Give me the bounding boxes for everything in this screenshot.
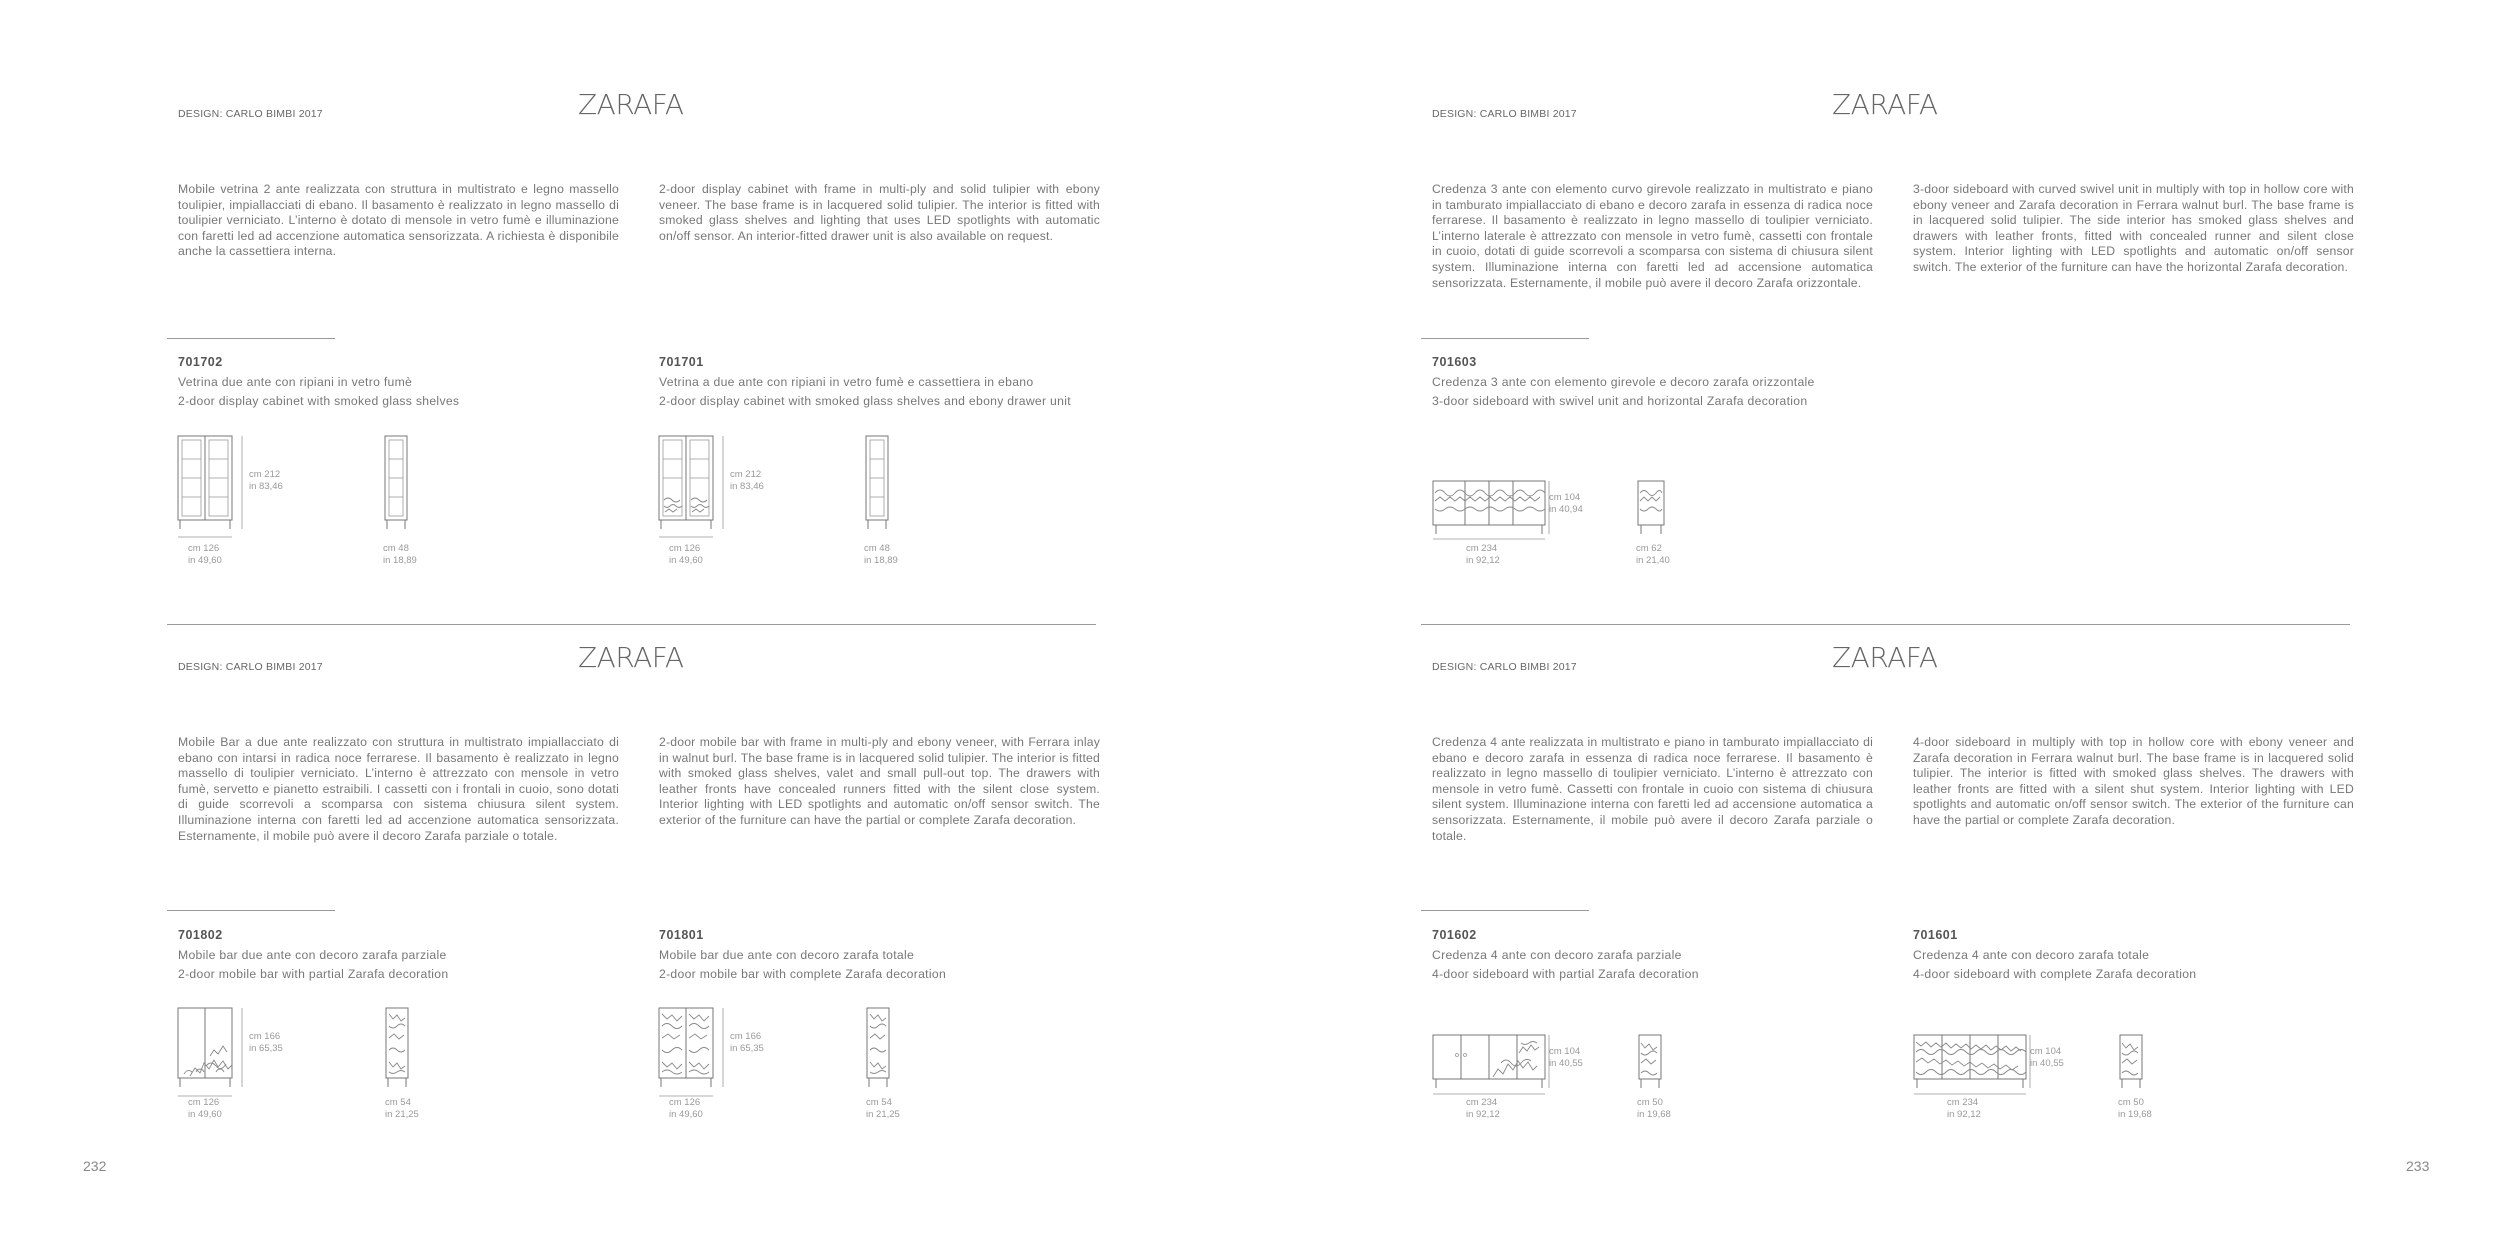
collection-title: ZARAFA: [578, 641, 684, 674]
width-in: in 49,60: [669, 1109, 703, 1120]
depth-cm: cm 50: [1637, 1097, 1663, 1108]
sideboard-horizontal-front-drawing: [1431, 479, 1561, 549]
width-cm: cm 126: [188, 543, 220, 554]
collection-title: ZARAFA: [1832, 641, 1938, 674]
bar-partial-front-drawing: [176, 1006, 266, 1106]
product-code: 701701: [659, 355, 704, 369]
sideboard-partial-front-drawing: [1431, 1033, 1561, 1103]
design-credit: DESIGN: CARLO BIMBI 2017: [1432, 108, 1577, 120]
width-in: in 92,12: [1466, 1109, 1500, 1120]
depth-cm: cm 54: [385, 1097, 411, 1108]
section-divider: [167, 338, 335, 339]
sideboard-complete-side-drawing: [2118, 1033, 2146, 1093]
collection-title: ZARAFA: [1832, 88, 1938, 121]
height-in: in 65,35: [249, 1043, 283, 1054]
height-in: in 40,55: [2030, 1058, 2064, 1069]
depth-in: in 19,68: [1637, 1109, 1671, 1120]
width-in: in 49,60: [188, 1109, 222, 1120]
product-desc-italian: Credenza 4 ante con decoro zarafa totale: [1913, 948, 2150, 962]
width-cm: cm 126: [188, 1097, 220, 1108]
design-credit: DESIGN: CARLO BIMBI 2017: [178, 108, 323, 120]
page-divider: [1421, 624, 2350, 625]
product-desc-italian: Mobile bar due ante con decoro zarafa parziale: [178, 948, 447, 962]
product-desc-english: 4-door sideboard with partial Zarafa decoration: [1432, 967, 1699, 981]
page-divider: [167, 624, 1096, 625]
width-in: in 92,12: [1947, 1109, 1981, 1120]
width-in: in 92,12: [1466, 555, 1500, 566]
width-cm: cm 126: [669, 1097, 701, 1108]
height-cm: cm 212: [730, 469, 762, 480]
product-desc-italian: Credenza 4 ante con decoro zarafa parziale: [1432, 948, 1682, 962]
collection-title: ZARAFA: [578, 88, 684, 121]
depth-in: in 21,40: [1636, 555, 1670, 566]
depth-in: in 21,25: [385, 1109, 419, 1120]
description-english: 3-door sideboard with curved swivel unit in multiply with top in hollow core with ebony veneer and Zarafa decoration in Ferrara walnut burl. The base frame is in lacquered solid tulipier. The side interior has smoked glass shelves and drawers with leather fronts, fitted with concealed runner and silent close system. Interior lighting with LED spotlights and automatic on/off sensor switch. The exterior of the furniture can have the horizontal Zarafa decoration.: [1913, 182, 2354, 274]
height-cm: cm 166: [249, 1031, 281, 1042]
width-cm: cm 234: [1947, 1097, 1979, 1108]
product-desc-english: 4-door sideboard with complete Zarafa decoration: [1913, 967, 2197, 981]
product-code: 701801: [659, 928, 704, 942]
height-cm: cm 104: [1549, 492, 1581, 503]
height-cm: cm 104: [2030, 1046, 2062, 1057]
depth-in: in 18,89: [864, 555, 898, 566]
bar-complete-front-drawing: [657, 1006, 747, 1106]
depth-in: in 19,68: [2118, 1109, 2152, 1120]
depth-cm: cm 54: [866, 1097, 892, 1108]
product-desc-english: 2-door display cabinet with smoked glass shelves: [178, 394, 460, 408]
depth-cm: cm 48: [383, 543, 409, 554]
description-italian: Mobile Bar a due ante realizzato con struttura in multistrato impiallacciato di ebano con intarsi in radica noce ferrarese. Il basamento è realizzato in legno massello di toulipier verniciato. L’interno è attrezzato con mensole in vetro fumè, servetto e pianetto estraibili. I cassetti con i frontali in cuoio, sono dotati di guide scorrevoli a scomparsa con sistema chiusura silent system. Illuminazione interna con faretti led ad accenzione automatica sensorizzata. Esternamente, il mobile può avere il decoro Zarafa parziale o totale.: [178, 735, 619, 843]
sideboard-partial-side-drawing: [1637, 1033, 1665, 1093]
product-desc-english: 3-door sideboard with swivel unit and horizontal Zarafa decoration: [1432, 394, 1808, 408]
design-credit: DESIGN: CARLO BIMBI 2017: [178, 661, 323, 673]
width-in: in 49,60: [669, 555, 703, 566]
display-cabinet-side-drawing: [383, 434, 413, 534]
sideboard-horizontal-side-drawing: [1636, 479, 1668, 539]
display-cabinet-drawers-side-drawing: [864, 434, 894, 534]
product-code: 701602: [1432, 928, 1477, 942]
height-in: in 40,55: [1549, 1058, 1583, 1069]
depth-cm: cm 50: [2118, 1097, 2144, 1108]
height-in: in 65,35: [730, 1043, 764, 1054]
description-english: 2-door mobile bar with frame in multi-ply and ebony veneer, with Ferrara inlay in walnut burl. The base frame is in lacquered solid tulipier. The interior is fitted with smoked glass shelves, valet and small pull-out top. The drawers with leather fronts have concealed runners fitted with the silent close system. Interior lighting with LED spotlights and automatic on/off sensor switch. The exterior of the furniture can have the partial or complete Zarafa decoration.: [659, 735, 1100, 827]
product-desc-english: 2-door mobile bar with complete Zarafa decoration: [659, 967, 947, 981]
bar-partial-side-drawing: [384, 1006, 414, 1096]
height-cm: cm 212: [249, 469, 281, 480]
product-desc-italian: Mobile bar due ante con decoro zarafa totale: [659, 948, 915, 962]
depth-cm: cm 48: [864, 543, 890, 554]
description-english: 2-door display cabinet with frame in multi-ply and solid tulipier with ebony veneer. The base frame is in lacquered solid tulipier. The interior is fitted with smoked glass shelves and lighting that uses LED spotlights with automatic on/off sensor. An interior-fitted drawer unit is also available on request.: [659, 182, 1100, 243]
section-divider: [167, 910, 335, 911]
page-number: 233: [2406, 1158, 2430, 1174]
section-divider: [1421, 338, 1589, 339]
depth-in: in 21,25: [866, 1109, 900, 1120]
height-in: in 83,46: [730, 481, 764, 492]
product-code: 701601: [1913, 928, 1958, 942]
product-desc-english: 2-door display cabinet with smoked glass shelves and ebony drawer unit: [659, 394, 1071, 408]
description-italian: Credenza 3 ante con elemento curvo girevole realizzato in multistrato e piano in tamburato impiallacciato di ebano e decoro zarafa in essenza di radica noce ferrarese. Il basamento è realizzato in legno massello di toulipier verniciato. L’interno laterale è attrezzato con mensole in vetro fumè, cassetti con frontale in cuoio, dotati di guide scorrevoli a scomparsa con sistema di chiusura silent system. Illuminazione interna con faretti led ad accensione automatica sensorizzata. Esternamente, il mobile può avere il decoro Zarafa orizzontale.: [1432, 182, 1873, 290]
product-code: 701603: [1432, 355, 1477, 369]
width-cm: cm 234: [1466, 1097, 1498, 1108]
width-cm: cm 234: [1466, 543, 1498, 554]
product-desc-english: 2-door mobile bar with partial Zarafa decoration: [178, 967, 449, 981]
product-desc-italian: Vetrina due ante con ripiani in vetro fumè: [178, 375, 413, 389]
height-in: in 40,94: [1549, 504, 1583, 515]
depth-in: in 18,89: [383, 555, 417, 566]
width-in: in 49,60: [188, 555, 222, 566]
page-number: 232: [83, 1158, 107, 1174]
section-divider: [1421, 910, 1589, 911]
product-code: 701802: [178, 928, 223, 942]
product-desc-italian: Credenza 3 ante con elemento girevole e decoro zarafa orizzontale: [1432, 375, 1815, 389]
sideboard-complete-front-drawing: [1912, 1033, 2042, 1103]
description-italian: Credenza 4 ante realizzata in multistrato e piano in tamburato impiallacciato di ebano e decoro zarafa in essenza di radica noce ferrarese. Il basamento è realizzato in legno massello di toulipier verniciato. L’interno è attrezzato con mensole in vetro fumè. Cassetti con frontale in cuoio con sistema di chiusura silent system. Illuminazione interna con faretti led ad accensione automatica a sensorizzata. Esternamente, il mobile può avere il decoro Zarafa parziale o totale.: [1432, 735, 1873, 843]
description-italian: Mobile vetrina 2 ante realizzata con struttura in multistrato e legno massello toulipier, impiallacciati di ebano. Il basamento è realizzato in legno massello di toulipier verniciato. L’interno è dotato di mensole in vetro fumè e illuminazione con faretti led ad accenzione automatica sensorizzata. A richiesta è disponibile anche la cassettiera interna.: [178, 182, 619, 259]
product-code: 701702: [178, 355, 223, 369]
width-cm: cm 126: [669, 543, 701, 554]
height-in: in 83,46: [249, 481, 283, 492]
bar-complete-side-drawing: [865, 1006, 895, 1096]
product-desc-italian: Vetrina a due ante con ripiani in vetro fumè e cassettiera in ebano: [659, 375, 1034, 389]
design-credit: DESIGN: CARLO BIMBI 2017: [1432, 661, 1577, 673]
height-cm: cm 104: [1549, 1046, 1581, 1057]
description-english: 4-door sideboard in multiply with top in hollow core with ebony veneer and Zarafa decoration in Ferrara walnut burl. The base frame is in lacquered solid tulipier. The interior is fitted with smoked glass shelves. The drawers with leather fronts are fitted with a silent shut system. Interior lighting with LED spotlights and automatic on/off sensor switch. The exterior of the furniture can have the partial or complete Zarafa decoration.: [1913, 735, 2354, 827]
height-cm: cm 166: [730, 1031, 762, 1042]
depth-cm: cm 62: [1636, 543, 1662, 554]
